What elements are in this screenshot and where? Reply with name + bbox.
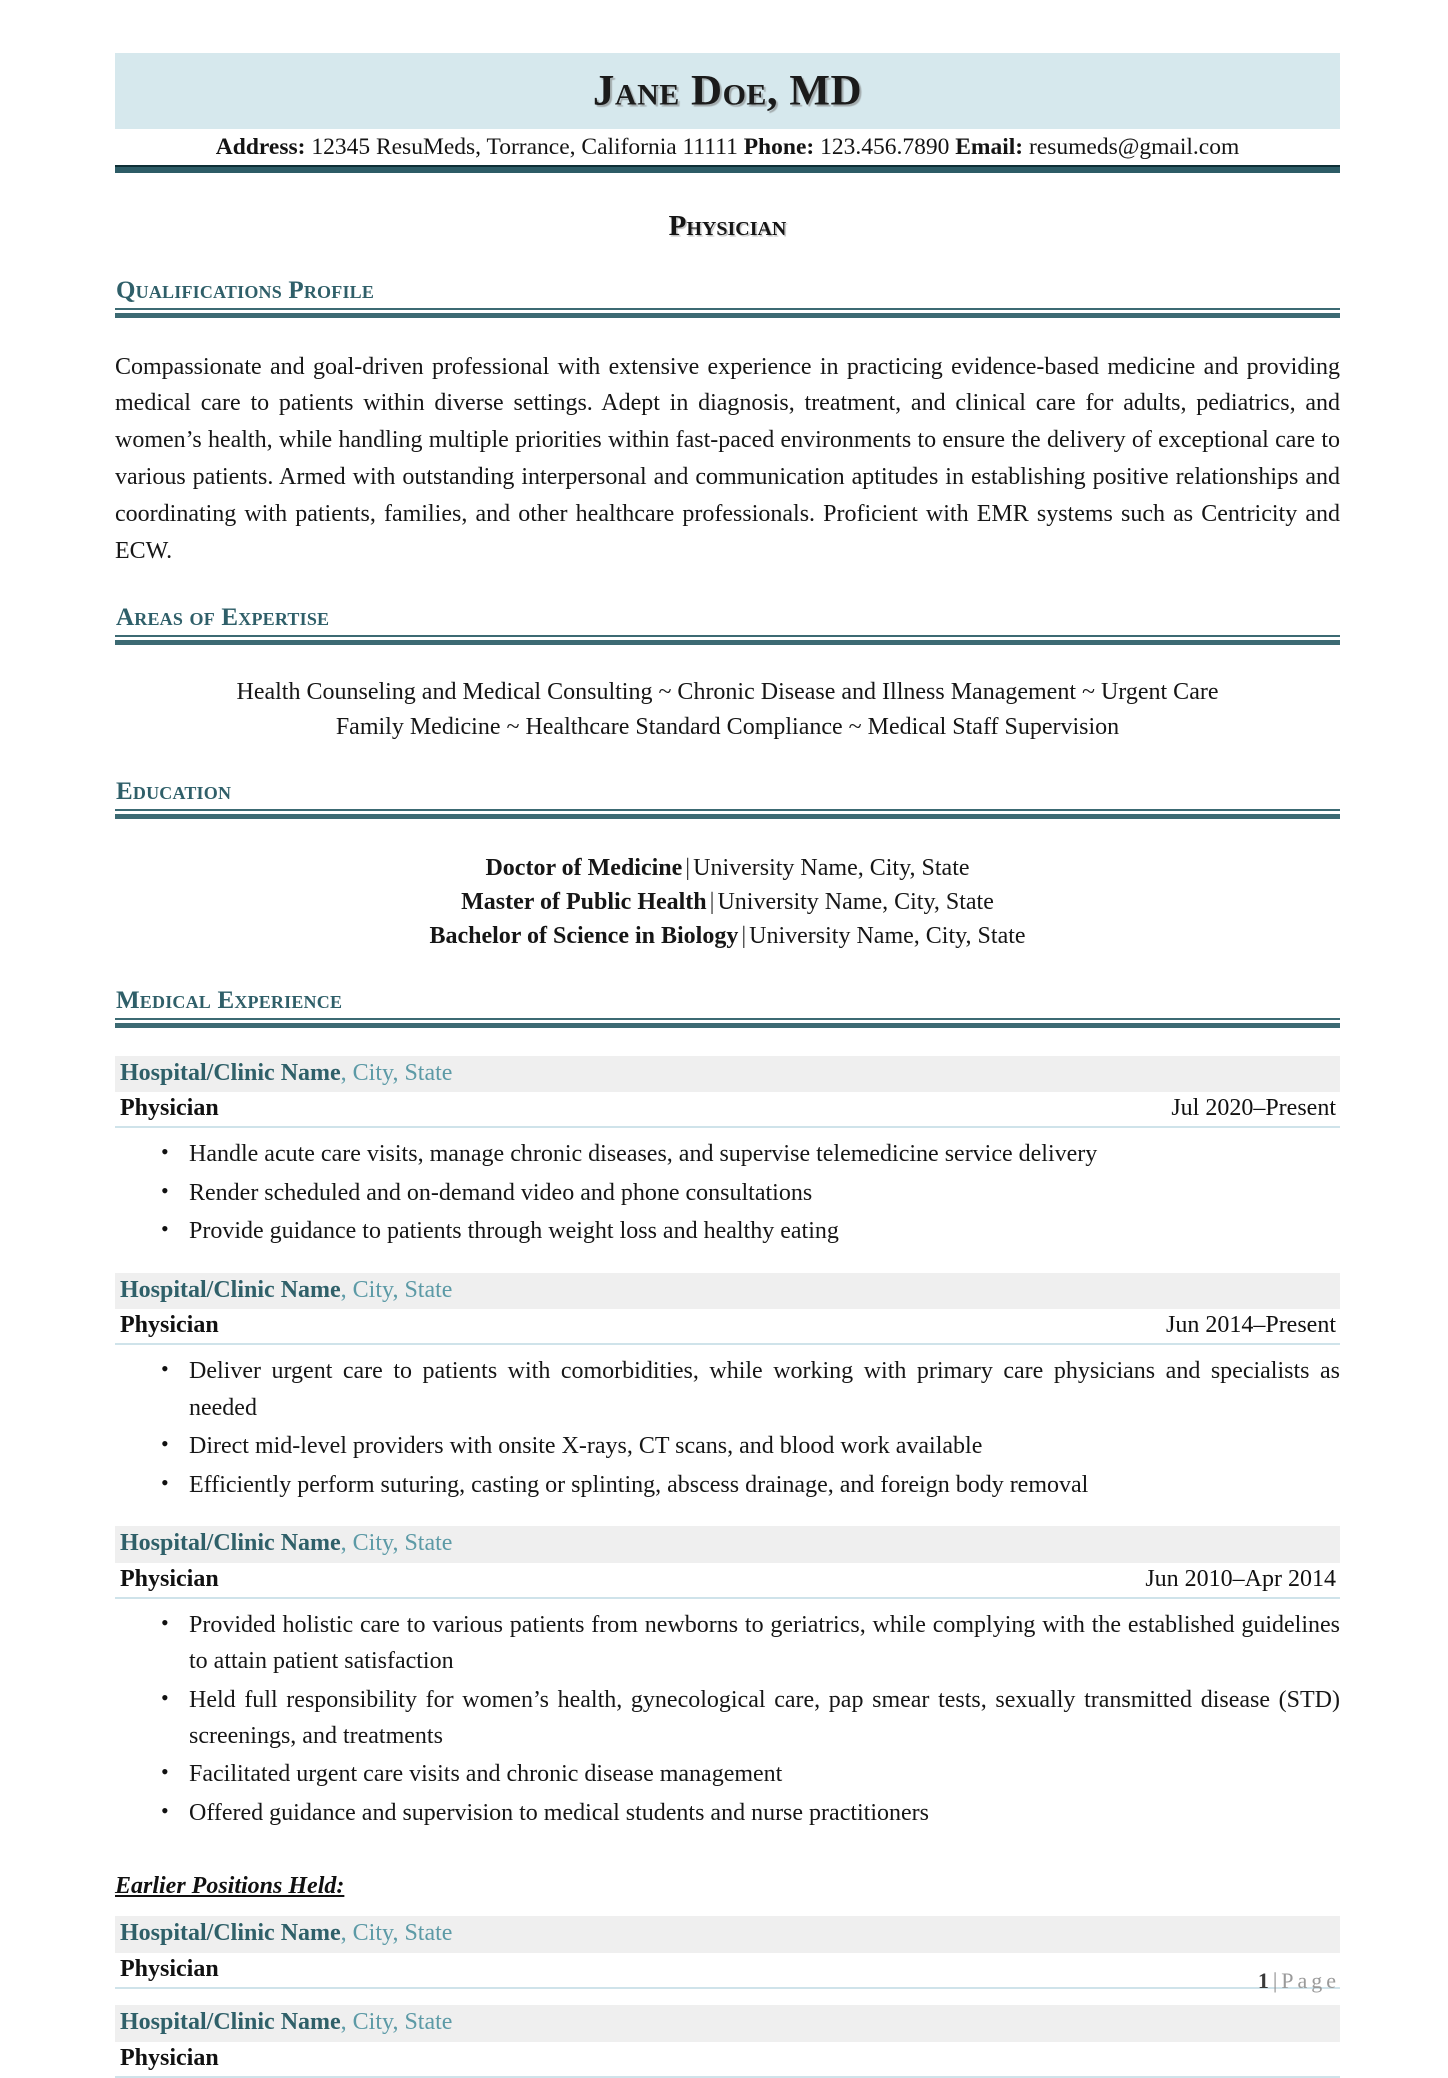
footer-page-word: Page <box>1281 1968 1340 1993</box>
employer-name: Hospital/Clinic Name <box>120 1276 341 1303</box>
email-value: resumeds@gmail.com <box>1023 134 1240 160</box>
section-rule <box>115 809 1340 819</box>
phone-label: Phone: <box>743 134 815 160</box>
role-row <box>115 2042 1340 2078</box>
education-separator: | <box>685 854 691 881</box>
employer-band <box>115 1273 1340 1310</box>
role-title: Physician <box>120 1956 219 1983</box>
footer-page-number: 1 <box>1257 1968 1269 1993</box>
section-heading-education: Education <box>116 778 232 806</box>
role-title: Physician <box>120 1565 219 1592</box>
education-degree: Master of Public Health <box>461 888 707 915</box>
section-medical-experience <box>115 987 1340 2078</box>
employer-location: , City, State <box>340 1920 453 1947</box>
employer-band <box>115 1526 1340 1563</box>
address-label: Address: <box>215 134 306 160</box>
section-areas-of-expertise <box>115 604 1340 744</box>
section-heading-qualifications: Qualifications Profile <box>116 277 375 304</box>
list-item: • Direct mid-level providers with onsite X-rays, CT scans, and blood work available <box>161 1428 1340 1464</box>
role-dates: Jun 2010–Apr 2014 <box>1145 1565 1336 1592</box>
education-separator: | <box>741 922 747 949</box>
employer-location: , City, State <box>340 1530 453 1557</box>
headline: Physician <box>668 210 787 242</box>
section-heading-expertise: Areas of Expertise <box>116 604 330 632</box>
address-value: 12345 ResuMeds, Torrance, California 11111 <box>305 134 744 160</box>
phone-value: 123.456.7890 <box>814 134 956 160</box>
section-qualifications-profile <box>115 277 1340 570</box>
list-item: • Render scheduled and on-demand video and phone consultations <box>161 1175 1340 1211</box>
education-school: University Name, City, State <box>717 888 994 915</box>
resume-content <box>115 0 1340 2078</box>
list-item: • Provided holistic care to various patients from newborns to geriatrics, while complying with the established guidelines to attain patient satisfaction <box>161 1607 1340 1680</box>
header-divider <box>115 165 1340 173</box>
qualifications-paragraph: Compassionate and goal-driven professional with extensive experience in practicing evidence-based medicine and providing medical care to patients within diverse settings. Adept in diagnosis, treatment, and clinical care for adults, pediatrics, and women’s health, while handling multiple priorities within fast-paced environments to ensure the delivery of exceptional care to various patients. Armed with outstanding interpersonal and communication aptitudes in establishing positive relationships and coordinating with patients, families, and other healthcare professionals. Proficient with EMR systems such as Centricity and ECW. <box>115 353 1340 565</box>
page-footer <box>115 1968 1340 1994</box>
education-list <box>115 851 1340 953</box>
list-item: • Efficiently perform suturing, casting or splinting, abscess drainage, and foreign body removal <box>161 1467 1340 1503</box>
responsibility-list <box>115 1136 1340 1249</box>
contact-line <box>115 129 1340 165</box>
employer-band <box>115 2005 1340 2042</box>
role-row <box>115 1092 1340 1128</box>
experience-entry <box>115 1526 1340 1831</box>
education-degree: Doctor of Medicine <box>485 854 683 881</box>
list-item: • Facilitated urgent care visits and chronic disease management <box>161 1756 1340 1792</box>
education-entry <box>115 919 1340 953</box>
list-item: • Held full responsibility for women’s health, gynecological care, pap smear tests, sexually transmitted disease (STD) screenings, and treatments <box>161 1682 1340 1755</box>
list-item: • Provide guidance to patients through weight loss and healthy eating <box>161 1213 1340 1249</box>
earlier-experience-entry <box>115 2005 1340 2078</box>
role-dates: Jul 2020–Present <box>1171 1095 1336 1122</box>
employer-name: Hospital/Clinic Name <box>120 1530 341 1557</box>
education-degree: Bachelor of Science in Biology <box>429 922 739 949</box>
employer-location: , City, State <box>340 1059 453 1086</box>
earlier-positions-label: Earlier Positions Held: <box>115 1873 345 1900</box>
employer-band <box>115 1056 1340 1093</box>
expertise-line-1: Health Counseling and Medical Consulting ~ Chronic Disease and Illness Management ~ Urgent Care <box>236 678 1219 705</box>
name-header-band <box>115 53 1340 129</box>
role-title: Physician <box>120 2044 219 2071</box>
list-item: • Offered guidance and supervision to medical students and nurse practitioners <box>161 1795 1340 1831</box>
education-separator: | <box>709 888 715 915</box>
employer-name: Hospital/Clinic Name <box>120 2009 341 2036</box>
section-rule <box>115 1018 1340 1028</box>
role-title: Physician <box>120 1312 219 1339</box>
experience-entry <box>115 1273 1340 1503</box>
section-rule <box>115 308 1340 318</box>
expertise-line-2: Family Medicine ~ Healthcare Standard Compliance ~ Medical Staff Supervision <box>335 713 1120 740</box>
education-school: University Name, City, State <box>749 922 1026 949</box>
responsibility-list <box>115 1353 1340 1503</box>
role-row <box>115 1309 1340 1345</box>
experience-entry <box>115 1056 1340 1250</box>
employer-band <box>115 1916 1340 1953</box>
employer-name: Hospital/Clinic Name <box>120 1920 341 1947</box>
page-title: Jane Doe, MD <box>592 67 863 115</box>
education-entry <box>115 851 1340 885</box>
role-title: Physician <box>120 1095 219 1122</box>
footer-separator: | <box>1272 1968 1278 1993</box>
list-item: • Handle acute care visits, manage chronic diseases, and supervise telemedicine service delivery <box>161 1136 1340 1172</box>
employer-location: , City, State <box>340 1276 453 1303</box>
section-heading-experience: Medical Experience <box>116 987 343 1015</box>
education-school: University Name, City, State <box>693 854 970 881</box>
responsibility-list <box>115 1607 1340 1832</box>
list-item: • Deliver urgent care to patients with comorbidities, while working with primary care physicians and specialists as needed <box>161 1353 1340 1426</box>
employer-name: Hospital/Clinic Name <box>120 1059 341 1086</box>
role-row <box>115 1563 1340 1599</box>
email-label: Email: <box>955 134 1024 160</box>
expertise-list <box>115 675 1340 745</box>
section-education <box>115 778 1340 953</box>
section-rule <box>115 635 1340 645</box>
employer-location: , City, State <box>340 2009 453 2036</box>
role-dates: Jun 2014–Present <box>1166 1312 1336 1339</box>
education-entry <box>115 885 1340 919</box>
